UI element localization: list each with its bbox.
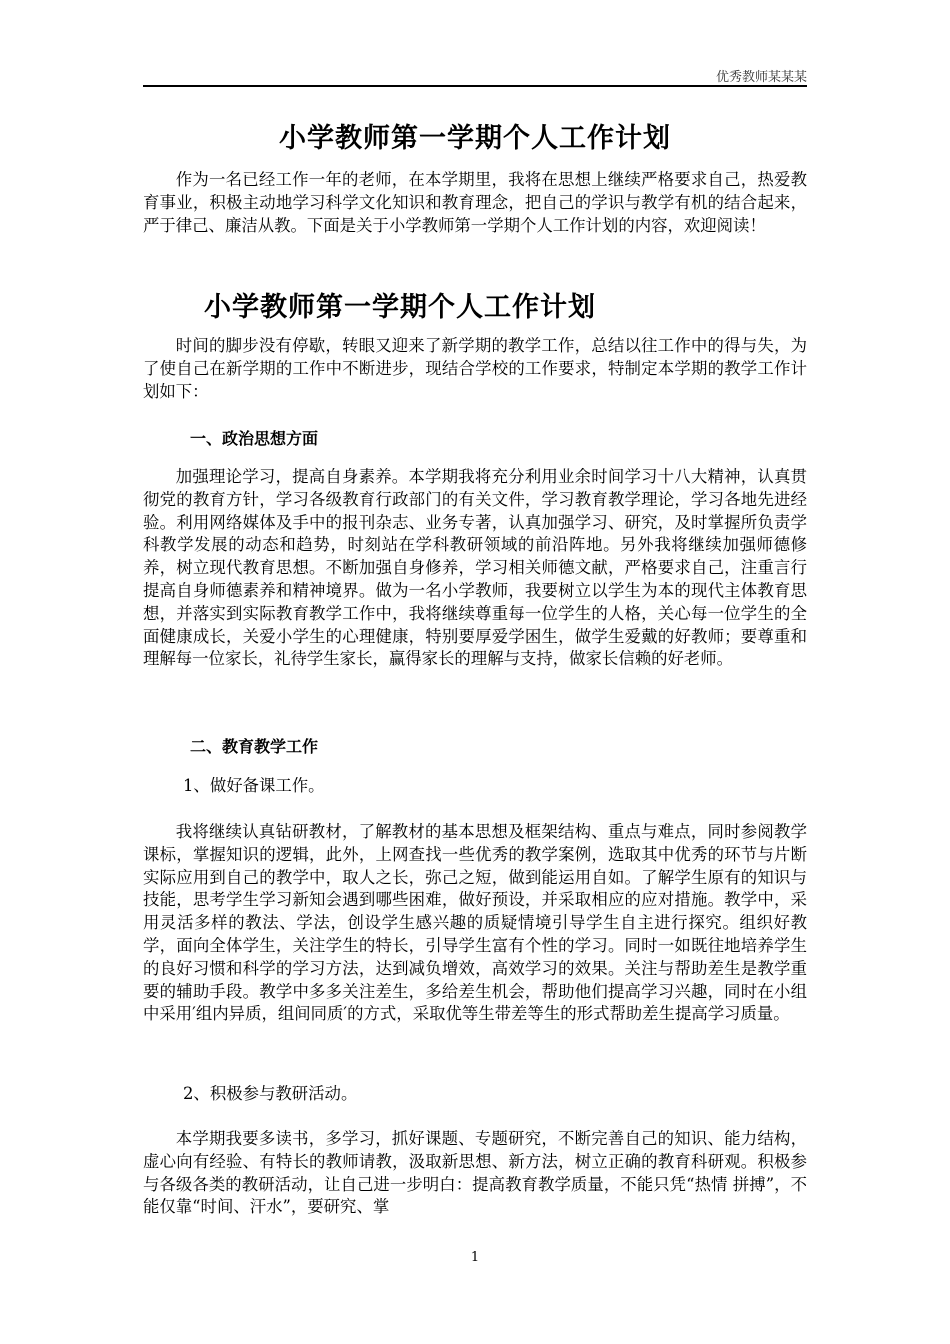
lesson-prep-paragraph: 我将继续认真钻研教材，了解教材的基本思想及框架结构、重点与难点，同时参阅教学课标，掌握知识的逻辑，此外，上网查找一些优秀的教学案例，选取其中优秀的环节与片断实际应用到自己的教学中，取人之长，弥己之短，做到能运用自如。了解学生原有的知识与技能，思考学生学习新知会遇到哪些困难，做好预设，并采取相应的应对措施。教学中，采用灵活多样的教法、学法，创设学生感兴趣的质疑情境引导学生自主进行探究。组织好教学，面向全体学生，关注学生的特长，引导学生富有个性的学习。同时一如既往地培养学生的良好习惯和科学的学习方法，达到减负增效，高效学习的效果。关注与帮助差生是教学重要的辅助手段。教学中多多关注差生，多给差生机会，帮助他们提高学习兴趣，同时在小组中采用′组内异质，组间同质′的方式，采取优等生带差等生的形式帮助差生提高学习质量。	[143, 822, 807, 1024]
research-paragraph: 本学期我要多读书，多学习，抓好课题、专题研究，不断完善自己的知识、能力结构，虚心向有经验、有特长的教师请教，汲取新思想、新方法，树立正确的教育科研观。积极参与各级各类的教研活动，让自己进一步明白：提高教育教学质量，不能只凭“热情 拼搏”，不能仅靠“时间、汗水”，要研究、掌	[143, 1129, 807, 1217]
subheading-research: 2、积极参与教研活动。	[183, 1084, 358, 1103]
opening-paragraph: 时间的脚步没有停歇，转眼又迎来了新学期的教学工作，总结以往工作中的得与失，为了使自己在新学期的工作中不断进步，现结合学校的工作要求，特制定本学期的教学工作计划如下：	[143, 336, 807, 401]
page-number: 1	[470, 1250, 480, 1265]
document-title: 小学教师第一学期个人工作计划	[279, 123, 671, 154]
page-header-text: 优秀教师某某某	[715, 70, 807, 85]
section-title: 小学教师第一学期个人工作计划	[204, 292, 596, 323]
subheading-lesson-prep: 1、做好备课工作。	[183, 776, 325, 795]
header-divider	[143, 85, 807, 87]
politics-paragraph: 加强理论学习，提高自身素养。本学期我将充分利用业余时间学习十八大精神，认真贯彻党的教育方针，学习各级教育行政部门的有关文件，学习教育教学理论，学习各地先进经验。利用网络媒体及手中的报刊杂志、业务专著，认真加强学习、研究，及时掌握所负责学科教学发展的动态和趋势，时刻站在学科教研领域的前沿阵地。另外我将继续加强师德修养，树立现代教育思想。不断加强自身修养，学习相关师德文献，严格要求自己，注重言行提高自身师德素养和精神境界。做为一名小学教师，我要树立以学生为本的现代主体教育思想，并落实到实际教育教学工作中，我将继续尊重每一位学生的人格，关心每一位学生的全面健康成长，关爱小学生的心理健康，特别要厚爱学困生，做学生爱戴的好教师；要尊重和理解每一位家长，礼待学生家长，赢得家长的理解与支持，做家长信赖的好老师。	[143, 467, 807, 669]
intro-paragraph: 作为一名已经工作一年的老师，在本学期里，我将在思想上继续严格要求自己，热爱教育事业，积极主动地学习科学文化知识和教育理念，把自己的学识与教学有机的结合起来，严于律己、廉洁从教。下面是关于小学教师第一学期个人工作计划的内容，欢迎阅读！	[143, 170, 807, 235]
heading-teaching: 二、教育教学工作	[190, 737, 319, 756]
heading-politics: 一、政治思想方面	[190, 429, 319, 448]
